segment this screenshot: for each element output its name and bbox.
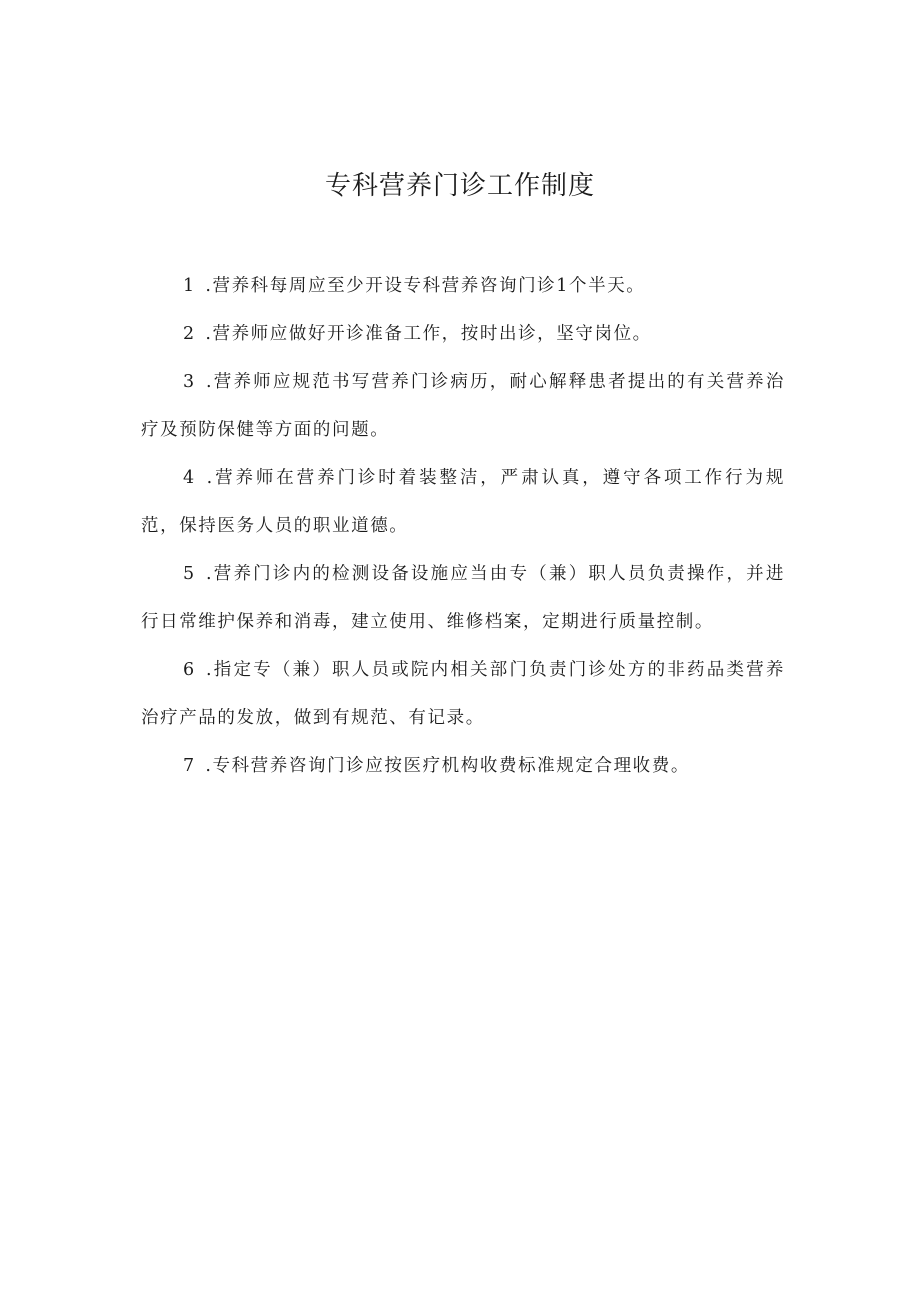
- rule-text: .指定专（兼）职人员或院内相关部门负责门诊处方的非药品类营养治疗产品的发放，做到有规范、有记录。: [141, 660, 786, 728]
- page-title: 专科营养门诊工作制度: [324, 171, 595, 201]
- rule-item-7: [141, 742, 785, 790]
- rule-number: 5: [183, 564, 199, 584]
- rule-text: .专科营养咨询门诊应按医疗机构收费标准规定合理收费。: [205, 756, 690, 776]
- rule-text: .营养师应做好开诊准备工作，按时出诊，坚守岗位。: [205, 324, 652, 344]
- rule-text: .营养师在营养门诊时着装整洁，严肃认真，遵守各项工作行为规范，保持医务人员的职业道德。: [141, 468, 785, 536]
- rule-item-6: [141, 646, 785, 742]
- rule-number: 4: [183, 468, 199, 488]
- rules-list: [141, 262, 785, 790]
- rule-item-1: [141, 262, 785, 310]
- rule-text: .营养门诊内的检测设备设施应当由专（兼）职人员负责操作，并进行日常维护保养和消毒，建立使用、维修档案，定期进行质量控制。: [141, 564, 786, 632]
- rule-item-5: [141, 550, 785, 646]
- rule-item-4: [141, 454, 785, 550]
- rule-number: 2: [183, 324, 199, 344]
- rule-number: 3: [183, 372, 199, 392]
- rule-item-2: [141, 310, 785, 358]
- rule-item-3: [141, 358, 785, 454]
- rule-text: .营养科每周应至少开设专科营养咨询门诊1个半天。: [205, 276, 646, 296]
- rule-number: 1: [183, 276, 199, 296]
- rule-number: 7: [183, 756, 199, 776]
- rule-text: .营养师应规范书写营养门诊病历，耐心解释患者提出的有关营养治疗及预防保健等方面的问题。: [141, 372, 786, 440]
- rule-number: 6: [183, 660, 199, 680]
